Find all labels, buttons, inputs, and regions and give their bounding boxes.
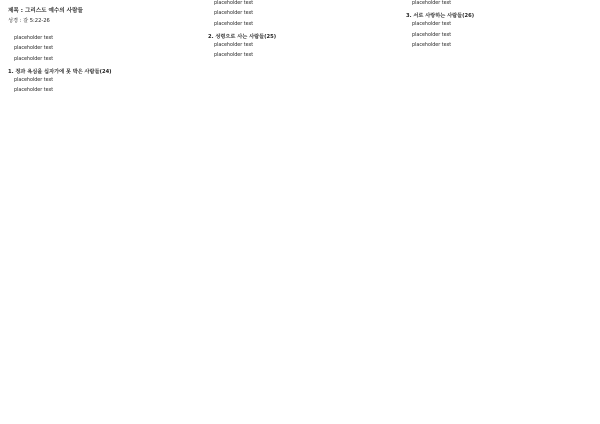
column-1 xyxy=(8,0,196,424)
body-paragraph: placeholder text xyxy=(214,53,254,59)
column-3 xyxy=(406,0,594,424)
body-paragraph: placeholder text xyxy=(214,1,254,6)
body-paragraph: placeholder text xyxy=(412,42,452,48)
body-paragraph: placeholder text xyxy=(214,11,254,17)
sermon-title: 제목 : 그리스도 예수의 사람들 xyxy=(8,8,83,14)
column-2 xyxy=(208,0,396,424)
scripture-reference: 성경 : 갈 5:22-26 xyxy=(8,18,50,24)
body-paragraph: placeholder text xyxy=(14,77,54,83)
body-paragraph: placeholder text xyxy=(412,32,452,38)
section-heading-3: 3. 서로 사랑하는 사람들(26) xyxy=(406,13,475,20)
section-heading-1: 1. 정과 욕심을 십자가에 못 박은 사람들(24) xyxy=(8,68,112,75)
body-paragraph: placeholder text xyxy=(214,21,254,27)
body-paragraph: placeholder text xyxy=(412,1,452,6)
body-paragraph: placeholder text xyxy=(14,36,54,41)
body-paragraph: placeholder text xyxy=(214,42,254,48)
body-paragraph: placeholder text xyxy=(412,22,452,28)
section-heading-2: 2. 성령으로 사는 사람들(25) xyxy=(208,33,277,40)
body-paragraph: placeholder text xyxy=(14,46,54,52)
body-paragraph: placeholder text xyxy=(14,88,54,94)
body-paragraph: placeholder text xyxy=(14,56,54,62)
